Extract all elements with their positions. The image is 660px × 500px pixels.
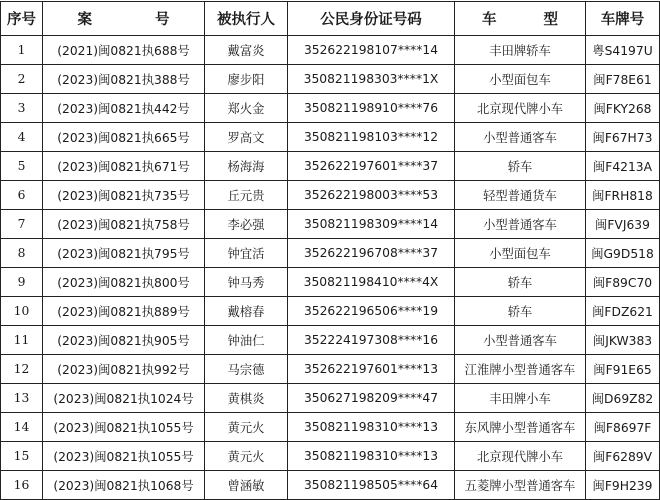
table-row: [1, 36, 660, 65]
cell-person: 钟马秀: [205, 268, 288, 297]
table-row: [1, 94, 660, 123]
header-row: [1, 2, 660, 36]
table-row: [1, 297, 660, 326]
cell-vehicle-type: 丰田牌轿车: [455, 36, 586, 65]
table-row: [1, 181, 660, 210]
cell-vehicle-type: 五菱牌小型普通客车: [455, 471, 586, 500]
table-body: [1, 36, 660, 500]
table-row: [1, 123, 660, 152]
cell-vehicle-type: 北京现代牌小车: [455, 94, 586, 123]
cell-vehicle-type: 东风牌小型普通客车: [455, 413, 586, 442]
cell-person: 戴富炎: [205, 36, 288, 65]
cell-vehicle-type: 小型普通客车: [455, 123, 586, 152]
table-row: [1, 413, 660, 442]
cell-plate: 闽F89C70: [586, 268, 660, 297]
cell-person: 郑火金: [205, 94, 288, 123]
cell-seq: 15: [1, 442, 43, 471]
cell-vehicle-type: 轻型普通货车: [455, 181, 586, 210]
cell-case-number: (2023)闽0821执671号: [43, 152, 205, 181]
cell-case-number: (2023)闽0821执442号: [43, 94, 205, 123]
cell-plate: 闽F78E61: [586, 65, 660, 94]
cell-person: 曾涵敏: [205, 471, 288, 500]
cell-case-number: (2023)闽0821执905号: [43, 326, 205, 355]
cell-id-number: 350821198103****12: [288, 123, 455, 152]
cell-case-number: (2023)闽0821执735号: [43, 181, 205, 210]
cell-case-number: (2023)闽0821执992号: [43, 355, 205, 384]
cell-id-number: 350821198505****64: [288, 471, 455, 500]
cell-person: 钟宜活: [205, 239, 288, 268]
cell-person: 杨海海: [205, 152, 288, 181]
table-row: [1, 384, 660, 413]
table-row: [1, 268, 660, 297]
cell-plate: 闽G9D518: [586, 239, 660, 268]
cell-plate: 粤S4197U: [586, 36, 660, 65]
header-type-char-2: 型: [543, 12, 558, 28]
cell-seq: 14: [1, 413, 43, 442]
cell-plate: 闽FDZ621: [586, 297, 660, 326]
cell-id-number: 352622196708****37: [288, 239, 455, 268]
cell-person: 钟油仁: [205, 326, 288, 355]
cell-person: 李必强: [205, 210, 288, 239]
table-row: [1, 65, 660, 94]
cell-case-number: (2023)闽0821执1055号: [43, 442, 205, 471]
cell-person: 黄元火: [205, 442, 288, 471]
cell-id-number: 350627198209****47: [288, 384, 455, 413]
table-row: [1, 210, 660, 239]
cell-person: 黄元火: [205, 413, 288, 442]
cell-id-number: 352622196506****19: [288, 297, 455, 326]
cell-id-number: 350821198410****4X: [288, 268, 455, 297]
cell-case-number: (2023)闽0821执889号: [43, 297, 205, 326]
cell-vehicle-type: 小型面包车: [455, 65, 586, 94]
cell-seq: 11: [1, 326, 43, 355]
cell-id-number: 350821198309****14: [288, 210, 455, 239]
table-row: [1, 442, 660, 471]
cell-seq: 10: [1, 297, 43, 326]
cell-plate: 闽F4213A: [586, 152, 660, 181]
cell-vehicle-type: 丰田牌小车: [455, 384, 586, 413]
cell-case-number: (2023)闽0821执1055号: [43, 413, 205, 442]
cell-case-number: (2023)闽0821执388号: [43, 65, 205, 94]
cell-seq: 7: [1, 210, 43, 239]
cell-id-number: 352622197601****37: [288, 152, 455, 181]
cell-person: 黄棋炎: [205, 384, 288, 413]
cell-case-number: (2021)闽0821执688号: [43, 36, 205, 65]
cell-seq: 1: [1, 36, 43, 65]
cell-plate: 闽FKY268: [586, 94, 660, 123]
cell-id-number: 352622198107****14: [288, 36, 455, 65]
cell-vehicle-type: 小型面包车: [455, 239, 586, 268]
cell-plate: 闽F67H73: [586, 123, 660, 152]
cell-vehicle-type: 轿车: [455, 152, 586, 181]
cell-vehicle-type: 小型普通客车: [455, 326, 586, 355]
cell-id-number: 350821198910****76: [288, 94, 455, 123]
cell-person: 丘元贵: [205, 181, 288, 210]
cell-person: 廖步阳: [205, 65, 288, 94]
cell-person: 马宗德: [205, 355, 288, 384]
cell-vehicle-type: 北京现代牌小车: [455, 442, 586, 471]
cell-plate: 闽F91E65: [586, 355, 660, 384]
header-case-char-1: 案: [77, 12, 92, 28]
cell-person: 戴榕春: [205, 297, 288, 326]
cell-plate: 闽FRH818: [586, 181, 660, 210]
header-plate: 车牌号: [586, 2, 660, 36]
table-row: [1, 471, 660, 500]
cell-plate: 闽JKW383: [586, 326, 660, 355]
cell-id-number: 350821198310****13: [288, 442, 455, 471]
cell-vehicle-type: 轿车: [455, 297, 586, 326]
cell-seq: 16: [1, 471, 43, 500]
cell-id-number: 350821198303****1X: [288, 65, 455, 94]
cell-case-number: (2023)闽0821执665号: [43, 123, 205, 152]
cell-seq: 13: [1, 384, 43, 413]
cell-case-number: (2023)闽0821执1068号: [43, 471, 205, 500]
cell-case-number: (2023)闽0821执795号: [43, 239, 205, 268]
header-seq: 序号: [1, 2, 43, 36]
cell-vehicle-type: 江淮牌小型普通客车: [455, 355, 586, 384]
cell-case-number: (2023)闽0821执800号: [43, 268, 205, 297]
cell-vehicle-type: 轿车: [455, 268, 586, 297]
cell-vehicle-type: 小型普通客车: [455, 210, 586, 239]
table-row: [1, 239, 660, 268]
cell-person: 罗高文: [205, 123, 288, 152]
cell-seq: 8: [1, 239, 43, 268]
cell-seq: 12: [1, 355, 43, 384]
cell-seq: 6: [1, 181, 43, 210]
cell-id-number: 352224197308****16: [288, 326, 455, 355]
cell-seq: 9: [1, 268, 43, 297]
cell-plate: 闽FVJ639: [586, 210, 660, 239]
cell-case-number: (2023)闽0821执1024号: [43, 384, 205, 413]
header-id-number: 公民身份证号码: [288, 2, 455, 36]
table-row: [1, 152, 660, 181]
cell-plate: 闽F8697F: [586, 413, 660, 442]
cell-seq: 2: [1, 65, 43, 94]
cell-id-number: 350821198310****13: [288, 413, 455, 442]
table-row: [1, 326, 660, 355]
table-row: [1, 355, 660, 384]
vehicle-enforcement-table: [0, 1, 660, 500]
cell-plate: 闽F9H239: [586, 471, 660, 500]
cell-plate: 闽D69Z82: [586, 384, 660, 413]
cell-id-number: 352622198003****53: [288, 181, 455, 210]
cell-seq: 5: [1, 152, 43, 181]
cell-seq: 4: [1, 123, 43, 152]
cell-seq: 3: [1, 94, 43, 123]
header-vehicle-type: [455, 2, 586, 36]
header-person: 被执行人: [205, 2, 288, 36]
header-case-number: [43, 2, 205, 36]
cell-id-number: 352622197601****13: [288, 355, 455, 384]
cell-plate: 闽F6289V: [586, 442, 660, 471]
header-type-char-1: 车: [482, 12, 497, 28]
cell-case-number: (2023)闽0821执758号: [43, 210, 205, 239]
header-case-char-2: 号: [155, 12, 170, 28]
